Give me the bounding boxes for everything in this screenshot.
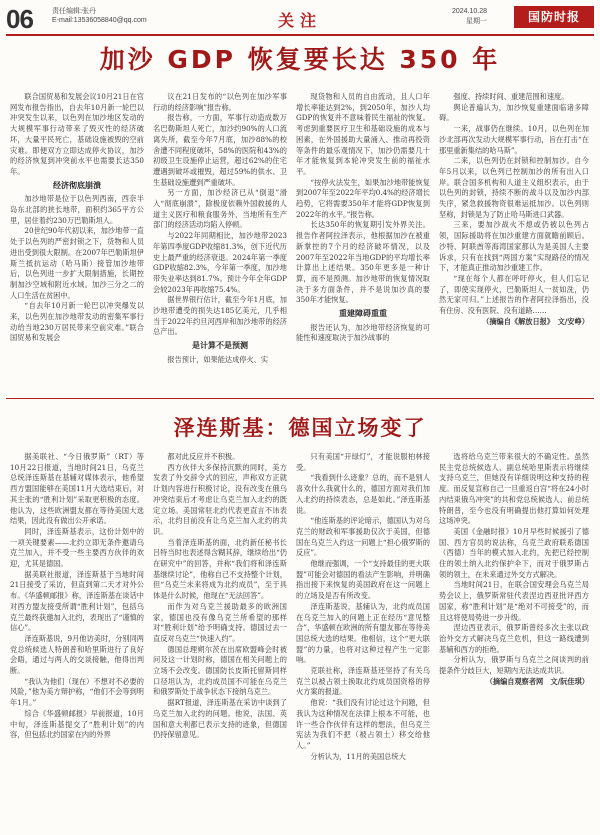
date-text: 2024.10.28: [452, 8, 488, 15]
paragraph: “他连斯基的评论暗示，德国认为对乌克兰的财政和军事援助仅次于美国，但德国在乌克兰入约这一问题上“担心俄罗斯的反应”。: [296, 516, 430, 558]
issue-date: [452, 7, 487, 27]
paragraph: 据美联社报道，泽连斯基于当地时间21日接受了采访，但直到第二天才对外公布。《华盛顿邮报》称，泽连斯基在谈话中对西方盟友接受所谓“胜利计划”，包括乌克兰最终获邀加入北约，表现出了“谨慎的信心”。: [10, 569, 144, 633]
paragraph: 选将给乌克兰带来很大的不确定性。虽然民主党总统候选人、副总统哈里斯表示将继续支持乌克兰，但她没有详细说明这种支持的程度。而反复宣称自己一旦重返白宫“将在24小时内结束俄乌冲突”的共和党总统候选人、前总统特朗普，至今也没有明确提出他打算如何处理这场冲突。: [439, 452, 589, 526]
article1-column-4: [439, 92, 589, 392]
paragraph: “现在每个人都在呼吁停火，但人们忘记了，即使实现停火，巴勒斯坦人一贫如洗，仍然无家可归。”上述报告的作者阿拉泽指出，没有住房、没有医院、没有道路……: [439, 273, 589, 316]
article-separator: [6, 398, 594, 399]
paragraph: 舆论普遍认为，加沙恢复重建面临诸多障碍。: [439, 102, 589, 123]
page-number: 06: [6, 4, 33, 34]
paragraph: 20世纪90年代初以来，加沙地带一直处于以色列的严密封锁之下，货物和人员进出受到很大限制。在2007年巴勒斯坦伊斯兰抵抗运动（哈马斯）接管加沙地带后，以色列进一步扩大限制措施，长期控制加沙空域和附近水域。加沙三分之二的人口生活在贫困中。: [10, 226, 144, 300]
section-title: 关注: [277, 11, 322, 30]
editor-name: 责任编辑:张丹: [52, 8, 96, 15]
weekday-text: 星期一: [466, 18, 488, 25]
paragraph: 分析认为，11月的美国总统大: [310, 751, 406, 761]
paragraph: 另一方面，加沙经济已从“倒退”滑入“彻底崩溃”，除极度依赖外国救援的人道主义医疗和粮食服务外，当地所有生产部门的经济活动均陷入停顿。: [153, 188, 287, 230]
paragraph: “我看到什么迹象？总的，而不是别人喜欢什么我就什么的，德国方面对我们加入北约的持续表态，总是如此。”泽连斯基说。: [296, 473, 430, 515]
paragraph: 报告预计，如果能达成停火、实: [167, 354, 269, 364]
paragraph: 西方伙伴大多保持沉默的同时，美方发表了外交辞令式的回应，声称双方正就计划内容进行积极讨论，没有改变在俄乌冲突结束后才考虑让乌克兰加入北约的既定立场。美国常驻北约代表更直言不讳表示，北约目前没有让乌克兰加入北约的共识。: [153, 462, 287, 536]
paragraph: 美国《金融时报》10月早些时候援引了德国、西方官员的说法称，乌克兰政府联系德国（西德）当年的模式加入北约，先把已经控制住的领土纳入北约保护伞下，而对于俄罗斯占领的领土，在未来通过外交方式解决。: [439, 526, 589, 579]
source-byline: （摘编自观察者网 文/阮佳琪）: [485, 676, 589, 686]
subheading: 是计算不是预测: [192, 341, 248, 351]
article1-column-2: [153, 92, 287, 392]
article2-title: 泽连斯基：德国立场变了: [173, 416, 427, 440]
paragraph: 泽连斯基说，基辅认为，北约成员国在乌克兰加入的问题上正在经历“意见整合”，华盛顿在欧洲的所有盟友都在等待美国总统大选的结果。他相信，这个“更大联盟”的力量，也将对这种过程产生一定影响。: [296, 601, 430, 665]
article1-title: 加沙 GDP 恢复要长达 350 年: [99, 45, 501, 74]
paragraph: 三来，要加沙战火不熄或仍被以色列占领，国际援助将在加沙重建方面就瞻前顾后。沙特、阿联酋等海湾国家都认为是美国人主要诉求，只有在找到“两国方案”实现路径的情况下，才能真正推动加沙重建工作。: [439, 220, 589, 273]
paragraph: 同时，泽连斯基表示，这份计划中的一项关键要素——北约立即无条件邀请乌克兰加入，并不受一些主要西方伙伴的欢迎，尤其是德国。: [10, 526, 144, 569]
paragraph: 当着泽连斯基的面，北约新任秘书长吕特当时也表述得含糊其辞，继续给出“仍在研究中”的回答，并称“我们将和泽连斯基继续讨论”，他称自己不支持整个计划，但“乌克兰未来将成为北约成员”，至于具体是什么时候，他现在“无法回答”。: [153, 537, 287, 601]
paragraph: 而作为对乌克兰援助最多的欧洲国家，德国也没有像乌克兰所希望的那样对“胜利计划”给予明确支持。德国过去一直反对乌克兰“快速入约”。: [153, 601, 287, 643]
paragraph: 联合国贸易和发展会议10月21日在官网发布报告指出，自去年10月新一轮巴以冲突发生以来，以色列在加沙地区发动的大规模军事行动带来了毁灭性的经济破坏，大量平民死亡，基础设施被毁的空前灾难。即便双方立即达成停火协议，加沙的经济恢复到冲突前水平也需要长达350年。: [10, 92, 144, 176]
paragraph: “按停火法发生，如果加沙地带能恢复到2007年至2022年平均0.4%的经济增长趋势，它将需要350年才能将GDP恢复到2022年的水平。”报告称。: [296, 177, 430, 219]
paragraph: 他说：“我们没有讨论过这个问题，但我认为这种情况在法律上根本不可能，也许一些合作伙伴有这样的想法，但乌克兰宪法为我们不把（被占领土）移交给他人。”: [296, 698, 430, 750]
paragraph: 泽连斯基说，9月他访美时，分别同两党总统候选人特朗普和哈里斯进行了良好会晤，通过与两人的交谈接触，他得出判断。: [10, 633, 144, 676]
paragraph: 分析认为，俄罗斯与乌克兰之间谈判的前提条件分歧巨大，短期内无法达成共识。: [439, 655, 589, 676]
paragraph: 据世界银行估计，截至今年1月底，加沙地带遭受的损失达185亿美元，几乎相当于2022年约旦河西岸和加沙地带的经济总产出。: [153, 295, 287, 337]
paragraph: 强度、持续时间、重建范围和速度。: [453, 92, 569, 101]
paragraph: 当地时间21日，在联合国安理会乌克兰局势会议上，俄罗斯常驻代表涅边西亚批评西方国家，称“胜利计划”是“绝对不可接受”的，而且这将使局势进一步升级。: [439, 580, 589, 622]
subheading: 经济彻底崩溃: [53, 180, 101, 190]
paragraph: 一来，战事仍在继续。10月，以色列在加沙北部再次发动大规模军事行动，旨在打击“在那里重新集结的哈马斯”。: [439, 124, 589, 155]
paragraph: 现货物和人员的自由流动，且人口年增长率能达到2%，到2050年，加沙人均GDP的恢复并不意味着民生福祉的恢复。考虑到重要医疗卫生和基础设施的成本与困素，在外国援助大量涌入、推动再投资等条件的最乐观情况下，加沙仍需要几十年才能恢复到本轮冲突发生前的福祉水平。: [296, 92, 430, 176]
page-header: [0, 0, 600, 36]
paragraph: 涅边西亚表示，俄罗斯曾经多次主张以政治外交方式解决乌克兰危机，但这一路线遭到基辅和西方的拒绝。: [439, 623, 589, 654]
article2-column-1: [10, 452, 144, 830]
paragraph: 加沙地带是位于以色列西南，西奈半岛东北部的狭长地带，面积约365平方公里，居住着约230万巴勒斯坦人。: [10, 194, 144, 225]
subheading: 重建障碍重重: [339, 309, 387, 319]
paragraph: “自去年10月新一轮巴以冲突爆发以来，以色列在加沙地带发动的密集军事行动给当地230万居民带来空前灾难。”联合国贸易和发展会: [10, 301, 144, 343]
paragraph: 议在21日发布的“以色列在加沙军事行动的经济影响”报告称。: [153, 92, 287, 112]
article1-column-1: [10, 92, 144, 392]
masthead-logo: 国防时报: [514, 6, 594, 28]
article2-column-2: [153, 452, 287, 830]
editor-info: [52, 7, 147, 25]
paragraph: 只有美国“开绿灯”，才能说服柏林接受。: [296, 452, 430, 472]
paragraph: 与2022年同期相比，加沙地带2023年第四季度GDP收缩81.3%，创下近代历史上最严重的经济衰退。2024年第一季度GDP收缩82.3%，今年第一季度，加沙地带失业率达到81.7%。预计今年全年GDP会较2023年再收缩75.4%。: [153, 231, 287, 294]
paragraph: 德国总理朔尔茨在出席欧盟峰会时被问及这一计划时称，德国在相关问题上的立场不会改变。德国防长皮斯托留斯同样口径坦认为，北约成员国不可能在乌克兰和俄罗斯处于战争状态下接纳乌克兰。: [153, 644, 287, 697]
paragraph: 长达350年的恢复期引发外界关注。报告作者阿拉泽表示，他根据加沙在被重新掌控的7个月的经济破坏情况，以及2007年至2022年当地GDP的平均增长率计算出上述结果。350年更多是一种计算，而不是预测。加沙地带的恢复情况取决于多方面条件，并不是说加沙真的要350年才能恢复。: [296, 220, 430, 305]
article1-column-3: [296, 92, 430, 392]
editor-email: E-mail:13536058840@qq.com: [52, 17, 147, 24]
paragraph: 据美联社、“今日俄罗斯”（RT）等10月22日报道，当地时间21日，乌克兰总统泽连斯基在基辅对媒体表示，他希望西方盟国能够在美国11月大选结束后，对其主张的“胜利计划”采取更积极的态度。他认为，这些欧洲盟友都在等待美国大选结果，因此没有做出公开承诺。: [10, 452, 144, 526]
paragraph: 综合《华盛顿邮报》早前报道，10月中旬，泽连斯基提交了“胜利计划”的内容，但包括北约国家在内的外界: [10, 708, 144, 740]
article2-column-3: [296, 452, 430, 830]
paragraph: 据RT报道，泽连斯基在采访中谈到了乌克兰加入北约的问题。他说，法国、英国和意大利都已表示支持的迹象，但德国仍持保留意见。: [153, 698, 287, 740]
paragraph: “我认为他们（现在）不想对不必要的风险，”他为美方辩护称，“他们不会等到明年1月。”: [10, 676, 144, 708]
article2-column-4: [439, 452, 589, 830]
paragraph: 报告称，一方面，军事行动造成数万名巴勒斯坦人死亡，加沙约90%的人口流离失所，截至今年7月底，加沙88%的校舍遭不同程度破坏，58%的医院和43%的初级卫生设施停止运营，超过62%的住宅遭遇到破坏或摧毁，超过59%的供水、卫生基础设施遭到严重破坏。: [153, 113, 287, 187]
paragraph: 报告还认为，加沙地带经济恢复的可能性和速度取决于加沙战事的: [296, 322, 430, 343]
paragraph: 都对此反应并不积极。: [167, 452, 240, 461]
source-byline: （摘编自《解放日报》 文/安峥）: [482, 316, 589, 326]
header-rule: [6, 34, 594, 36]
paragraph: 克联社称，泽连斯基还坚持了有关乌克兰以被占领土换取北约成员国资格的停火方案的报道。: [296, 666, 430, 697]
paragraph: 他继而强调，一个“支持最佳的更大联盟”可能会对德国的看法产生影响，并明确指出接下来恢复的美国政府在这一问题上的立场及是否有所改变。: [296, 559, 430, 601]
paragraph: 二来，以色列仍在封锁和控制加沙。自今年5月以来，以色列已控制加沙的所有出入口岸。联合国多机构和人道主义组织表示，由于以色列的封锁，持续不断的战斗以及加沙内部失序，紧急救援物资很难运抵加沙。以色列则坚称，封锁是为了防止哈马斯进口武器。: [439, 156, 589, 219]
